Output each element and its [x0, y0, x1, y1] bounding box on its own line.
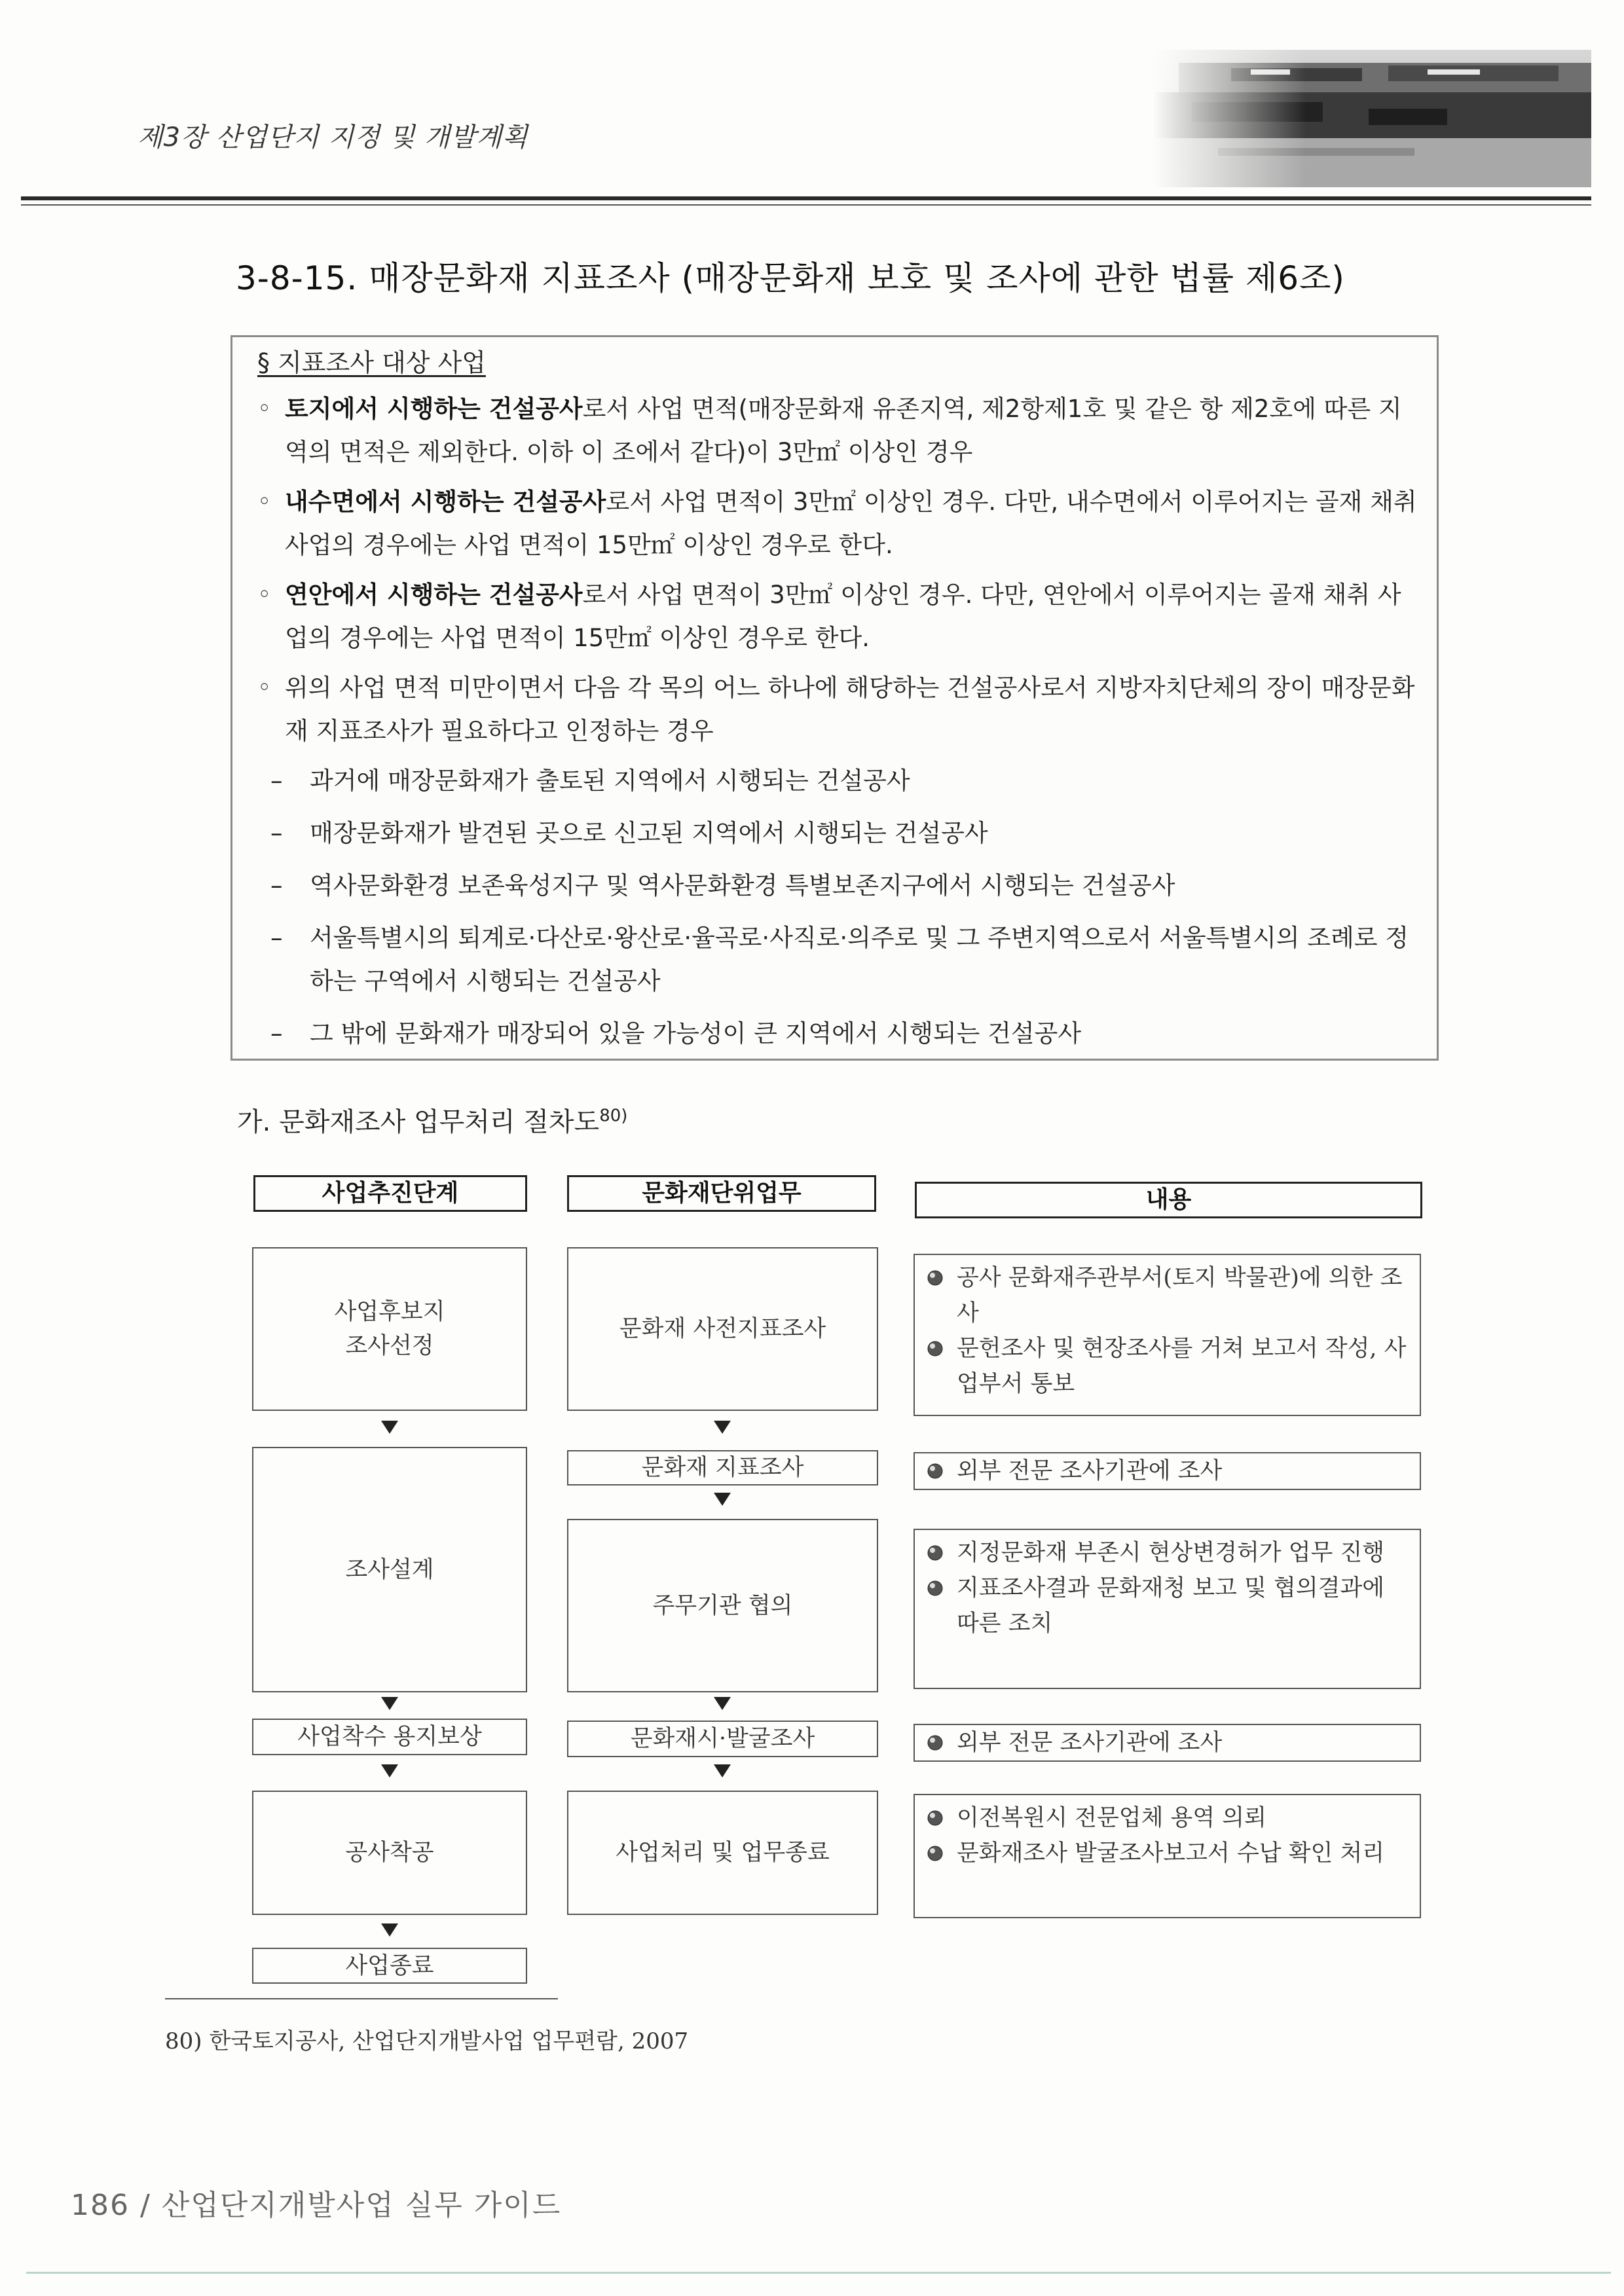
arrow-down-icon — [714, 1764, 731, 1777]
notes-completion: 이전복원시 전문업체 용역 의뢰 문화재조사 발굴조사보고서 수납 확인 처리 — [913, 1794, 1421, 1918]
arrow-down-icon — [381, 1697, 398, 1710]
col-head-stage: 사업추진단계 — [253, 1175, 527, 1212]
bullet-circle-icon — [927, 1810, 944, 1827]
bullet-circle-icon — [927, 1580, 944, 1597]
stage-project-end: 사업종료 — [252, 1948, 527, 1984]
arrow-down-icon — [714, 1421, 731, 1434]
task-agency-consultation: 주무기관 협의 — [567, 1519, 878, 1692]
bullet-item: ◦ 연안에서 시행하는 건설공사로서 사업 면적이 3만㎡ 이상인 경우. 다만, 연안에서 이루어지는 골재 채취 사업의 경우에는 사업 면적이 15만㎡ 이상인 경우로 한다. — [257, 574, 1423, 660]
dash-item: – 역사문화환경 보존육성지구 및 역사문화환경 특별보존지구에서 시행되는 건설공사 — [257, 864, 1423, 907]
task-completion: 사업처리 및 업무종료 — [567, 1791, 878, 1915]
bullet-item: ◦ 위의 사업 면적 미만이면서 다음 각 목의 어느 하나에 해당하는 건설공사로서 지방자치단체의 장이 매장문화재 지표조사가 필요하다고 인정하는 경우 — [257, 666, 1423, 753]
bullet-circle-icon — [927, 1269, 944, 1286]
dash-item: – 서울특별시의 퇴계로·다산로·왕산로·율곡로·사직로·의주로 및 그 주변지역으로서 서울특별시의 조례로 정하는 구역에서 시행되는 건설공사 — [257, 917, 1423, 1003]
dash-item: – 매장문화재가 발견된 곳으로 신고된 지역에서 시행되는 건설공사 — [257, 812, 1423, 855]
arrow-down-icon — [381, 1764, 398, 1777]
stage-construction-start: 공사착공 — [252, 1791, 527, 1915]
header-rule — [21, 196, 1591, 200]
box-title: § 지표조사 대상 사업 — [257, 348, 486, 377]
task-pre-survey: 문화재 사전지표조사 — [567, 1247, 878, 1411]
arrow-down-icon — [381, 1421, 398, 1434]
notes-pre-survey: 공사 문화재주관부서(토지 박물관)에 의한 조사 문헌조사 및 현장조사를 거쳐 보고서 작성, 사업부서 통보 — [913, 1254, 1421, 1416]
task-surface-survey: 문화재 지표조사 — [567, 1450, 878, 1485]
task-excavation-survey: 문화재시·발굴조사 — [567, 1721, 878, 1757]
stage-survey-design: 조사설계 — [252, 1447, 527, 1692]
bullet-circle-icon — [927, 1734, 944, 1751]
section-heading: 3-8-15. 매장문화재 지표조사 (매장문화재 보호 및 조사에 관한 법률 제6조) — [236, 259, 1345, 297]
bullet-circle-icon — [927, 1463, 944, 1480]
arrow-down-icon — [381, 1923, 398, 1937]
stage-site-selection: 사업후보지 조사선정 — [252, 1247, 527, 1411]
header-photo — [1153, 50, 1591, 187]
flow-heading: 가. 문화재조사 업무처리 절차도$^{80)}$ — [237, 1106, 628, 1137]
footer-rule — [26, 2272, 1611, 2274]
arrow-down-icon — [714, 1493, 731, 1506]
col-head-task: 문화재단위업무 — [567, 1175, 876, 1212]
page-footer: 186 / 산업단지개발사업 실무 가이드 — [71, 2189, 562, 2222]
header-rule-thin — [21, 204, 1591, 206]
bullet-circle-icon — [927, 1340, 944, 1357]
dash-item: – 과거에 매장문화재가 출토된 지역에서 시행되는 건설공사 — [257, 759, 1423, 803]
bullet-item: ◦ 토지에서 시행하는 건설공사로서 사업 면적(매장문화재 유존지역, 제2항제1호 및 같은 항 제2호에 따른 지역의 면적은 제외한다. 이하 이 조에서 같다)이 3만㎡ 이상인 경우 — [257, 388, 1423, 474]
chapter-title: 제3장 산업단지 지정 및 개발계획 — [138, 122, 528, 153]
dash-item: – 그 밖에 문화재가 매장되어 있을 가능성이 큰 지역에서 시행되는 건설공사 — [257, 1012, 1423, 1055]
bullet-circle-icon — [927, 1845, 944, 1862]
arrow-down-icon — [714, 1697, 731, 1710]
footnote-rule — [165, 1998, 558, 1999]
col-head-content: 내용 — [915, 1182, 1422, 1218]
stage-land-compensation: 사업착수 용지보상 — [252, 1719, 527, 1755]
notes-excavation-survey: 외부 전문 조사기관에 조사 — [913, 1724, 1421, 1762]
target-projects-box — [231, 335, 1439, 1061]
bullet-circle-icon — [927, 1544, 944, 1561]
bullet-item: ◦ 내수면에서 시행하는 건설공사로서 사업 면적이 3만㎡ 이상인 경우. 다만, 내수면에서 이루어지는 골재 채취 사업의 경우에는 사업 면적이 15만㎡ 이상인 경우로 한다. — [257, 481, 1423, 567]
notes-surface-survey: 외부 전문 조사기관에 조사 — [913, 1452, 1421, 1490]
footnote-ref: 80) — [599, 1106, 628, 1126]
footnote: 80) 한국토지공사, 산업단지개발사업 업무편람, 2007 — [165, 2028, 689, 2054]
notes-agency-consultation: 지정문화재 부존시 현상변경허가 업무 진행 지표조사결과 문화재청 보고 및 협의결과에 따른 조치 — [913, 1529, 1421, 1689]
